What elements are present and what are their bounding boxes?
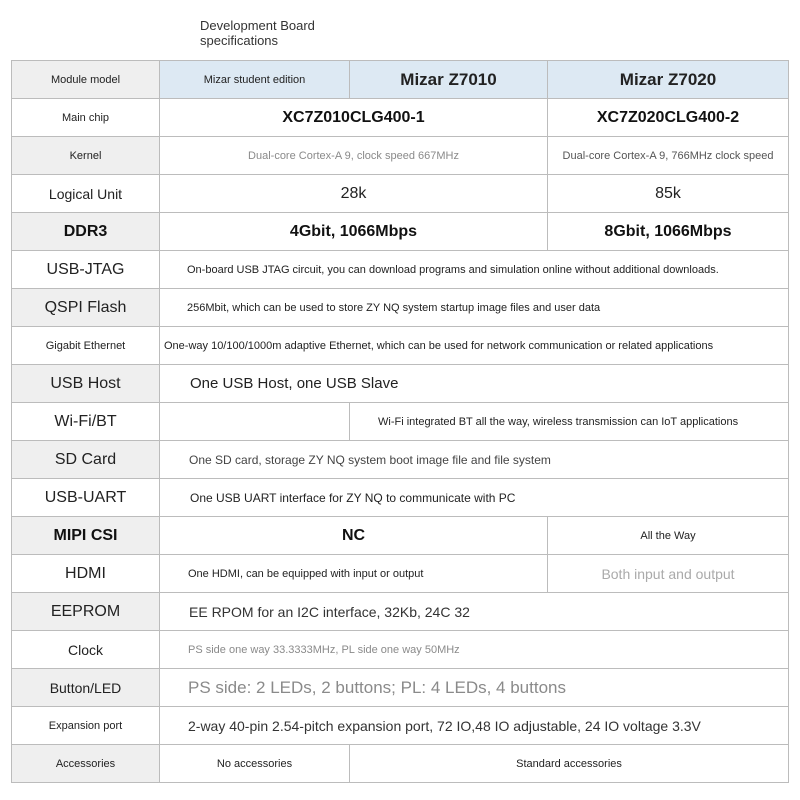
table-row-clock xyxy=(12,631,789,669)
main-chip-z7020: XC7Z020CLG400-2 xyxy=(548,99,789,137)
usb-host-value: One USB Host, one USB Slave xyxy=(160,365,789,403)
ddr3-z7010: 4Gbit, 1066Mbps xyxy=(160,213,548,251)
row-label-expansion-port: Expansion port xyxy=(12,707,160,745)
clock-value: PS side one way 33.3333MHz, PL side one way 50MHz xyxy=(160,631,789,669)
sd-card-value: One SD card, storage ZY NQ system boot image file and file system xyxy=(160,441,789,479)
row-label-accessories: Accessories xyxy=(12,745,160,783)
row-label-kernel: Kernel xyxy=(12,137,160,175)
table-row-button-led xyxy=(12,669,789,707)
row-label-wifi-bt: Wi-Fi/BT xyxy=(12,403,160,441)
hdmi-z7020: Both input and output xyxy=(548,555,789,593)
table-row-mipi-csi xyxy=(12,517,789,555)
logical-unit-z7020: 85k xyxy=(548,175,789,213)
row-label-gigabit-ethernet: Gigabit Ethernet xyxy=(12,327,160,365)
table-row-eeprom xyxy=(12,593,789,631)
row-label-module-model: Module model xyxy=(12,61,160,99)
table-row-header xyxy=(12,61,789,99)
table-row-main-chip xyxy=(12,99,789,137)
row-label-usb-host: USB Host xyxy=(12,365,160,403)
qspi-flash-value: 256Mbit, which can be used to store ZY NQ system startup image files and user data xyxy=(160,289,789,327)
hdmi-z7010: One HDMI, can be equipped with input or output xyxy=(160,555,548,593)
row-label-sd-card: SD Card xyxy=(12,441,160,479)
table-row-sd-card xyxy=(12,441,789,479)
page-title-line2: specifications xyxy=(200,33,279,48)
table-row-usb-uart xyxy=(12,479,789,517)
row-label-qspi-flash: QSPI Flash xyxy=(12,289,160,327)
page-title-line1: Development Board xyxy=(200,18,315,33)
table-row-gigabit-ethernet xyxy=(12,327,789,365)
wifi-bt-value: Wi-Fi integrated BT all the way, wireless transmission can IoT applications xyxy=(350,403,789,441)
table-row-wifi-bt xyxy=(12,403,789,441)
table-row-usb-host xyxy=(12,365,789,403)
wifi-bt-student xyxy=(160,403,350,441)
kernel-z7020: Dual-core Cortex-A 9, 766MHz clock speed xyxy=(548,137,789,175)
table-row-expansion-port xyxy=(12,707,789,745)
logical-unit-z7010: 28k xyxy=(160,175,548,213)
row-label-usb-uart: USB-UART xyxy=(12,479,160,517)
expansion-port-value: 2-way 40-pin 2.54-pitch expansion port, 72 IO,48 IO adjustable, 24 IO voltage 3.3V xyxy=(160,707,789,745)
mipi-csi-z7010: NC xyxy=(160,517,548,555)
header-student-edition: Mizar student edition xyxy=(160,61,350,99)
eeprom-value: EE RPOM for an I2C interface, 32Kb, 24C 32 xyxy=(160,593,789,631)
spec-table xyxy=(11,60,789,783)
main-chip-z7010: XC7Z010CLG400-1 xyxy=(160,99,548,137)
accessories-student: No accessories xyxy=(160,745,350,783)
table-row-accessories xyxy=(12,745,789,783)
row-label-usb-jtag: USB-JTAG xyxy=(12,251,160,289)
row-label-main-chip: Main chip xyxy=(12,99,160,137)
button-led-value: PS side: 2 LEDs, 2 buttons; PL: 4 LEDs, 4 buttons xyxy=(160,669,789,707)
row-label-mipi-csi: MIPI CSI xyxy=(12,517,160,555)
row-label-button-led: Button/LED xyxy=(12,669,160,707)
mipi-csi-z7020: All the Way xyxy=(548,517,789,555)
header-z7010: Mizar Z7010 xyxy=(350,61,548,99)
table-row-hdmi xyxy=(12,555,789,593)
kernel-z7010: Dual-core Cortex-A 9, clock speed 667MHz xyxy=(160,137,548,175)
table-row-logical-unit xyxy=(12,175,789,213)
gigabit-ethernet-value: One-way 10/100/1000m adaptive Ethernet, which can be used for network communication or related applications xyxy=(160,327,789,365)
row-label-clock: Clock xyxy=(12,631,160,669)
header-z7020: Mizar Z7020 xyxy=(548,61,789,99)
accessories-standard: Standard accessories xyxy=(350,745,789,783)
row-label-eeprom: EEPROM xyxy=(12,593,160,631)
row-label-hdmi: HDMI xyxy=(12,555,160,593)
table-row-qspi-flash xyxy=(12,289,789,327)
ddr3-z7020: 8Gbit, 1066Mbps xyxy=(548,213,789,251)
table-row-kernel xyxy=(12,137,789,175)
row-label-logical-unit: Logical Unit xyxy=(12,175,160,213)
table-row-usb-jtag xyxy=(12,251,789,289)
page-title xyxy=(200,18,315,48)
row-label-ddr3: DDR3 xyxy=(12,213,160,251)
table-row-ddr3 xyxy=(12,213,789,251)
usb-jtag-value: On-board USB JTAG circuit, you can download programs and simulation online without additional downloads. xyxy=(160,251,789,289)
usb-uart-value: One USB UART interface for ZY NQ to communicate with PC xyxy=(160,479,789,517)
